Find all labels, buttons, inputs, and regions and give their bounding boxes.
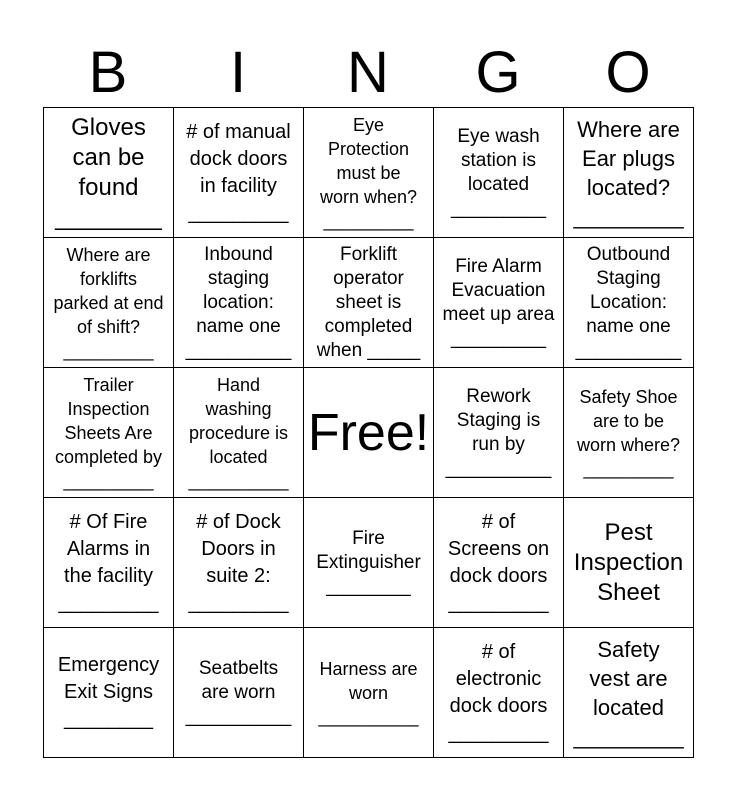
board-row bbox=[44, 498, 694, 628]
header-letter-i: I bbox=[229, 40, 247, 105]
bingo-header bbox=[43, 40, 693, 106]
bingo-cell[interactable]: Pest Inspection Sheet bbox=[564, 498, 694, 628]
free-space-cell[interactable]: Free! bbox=[304, 368, 434, 498]
board-row bbox=[44, 238, 694, 368]
header-letter-o: O bbox=[605, 40, 651, 105]
bingo-cell[interactable]: Forklift operator sheet is completed when _____ bbox=[304, 238, 434, 368]
bingo-cell[interactable]: Harness are worn __________ bbox=[304, 628, 434, 758]
bingo-cell[interactable]: # of Screens on dock doors _________ bbox=[434, 498, 564, 628]
bingo-cell[interactable]: Trailer Inspection Sheets Are completed by _________ bbox=[44, 368, 174, 498]
bingo-cell[interactable]: Fire Extinguisher ________ bbox=[304, 498, 434, 628]
bingo-cell[interactable]: # of Dock Doors in suite 2: _________ bbox=[174, 498, 304, 628]
bingo-cell[interactable]: Gloves can be found ________ bbox=[44, 108, 174, 238]
header-letter-g: G bbox=[475, 40, 521, 105]
bingo-cell[interactable]: Where are forklifts parked at end of shift? _________ bbox=[44, 238, 174, 368]
bingo-cell[interactable]: Safety Shoe are to be worn where? _________ bbox=[564, 368, 694, 498]
header-letter-b: B bbox=[88, 40, 128, 105]
board-row bbox=[44, 108, 694, 238]
bingo-cell[interactable]: Emergency Exit Signs ________ bbox=[44, 628, 174, 758]
bingo-cell[interactable]: Hand washing procedure is located __________ bbox=[174, 368, 304, 498]
bingo-cell[interactable]: # of electronic dock doors _________ bbox=[434, 628, 564, 758]
bingo-cell[interactable]: Fire Alarm Evacuation meet up area _________ bbox=[434, 238, 564, 368]
bingo-cell[interactable]: Eye wash station is located _________ bbox=[434, 108, 564, 238]
bingo-cell[interactable]: # of manual dock doors in facility _________ bbox=[174, 108, 304, 238]
bingo-cell[interactable]: Inbound staging location: name one __________ bbox=[174, 238, 304, 368]
board-row bbox=[44, 628, 694, 758]
bingo-cell[interactable]: Rework Staging is run by __________ bbox=[434, 368, 564, 498]
bingo-cell[interactable]: Safety vest are located _________ bbox=[564, 628, 694, 758]
header-letter-n: N bbox=[347, 40, 389, 105]
bingo-board bbox=[43, 107, 694, 758]
bingo-cell[interactable]: Outbound Staging Location: name one __________ bbox=[564, 238, 694, 368]
bingo-cell[interactable]: Where are Ear plugs located? _________ bbox=[564, 108, 694, 238]
bingo-cell[interactable]: Seatbelts are worn __________ bbox=[174, 628, 304, 758]
bingo-cell[interactable]: Eye Protection must be worn when? _________ bbox=[304, 108, 434, 238]
board-row bbox=[44, 368, 694, 498]
bingo-cell[interactable]: # Of Fire Alarms in the facility _________ bbox=[44, 498, 174, 628]
